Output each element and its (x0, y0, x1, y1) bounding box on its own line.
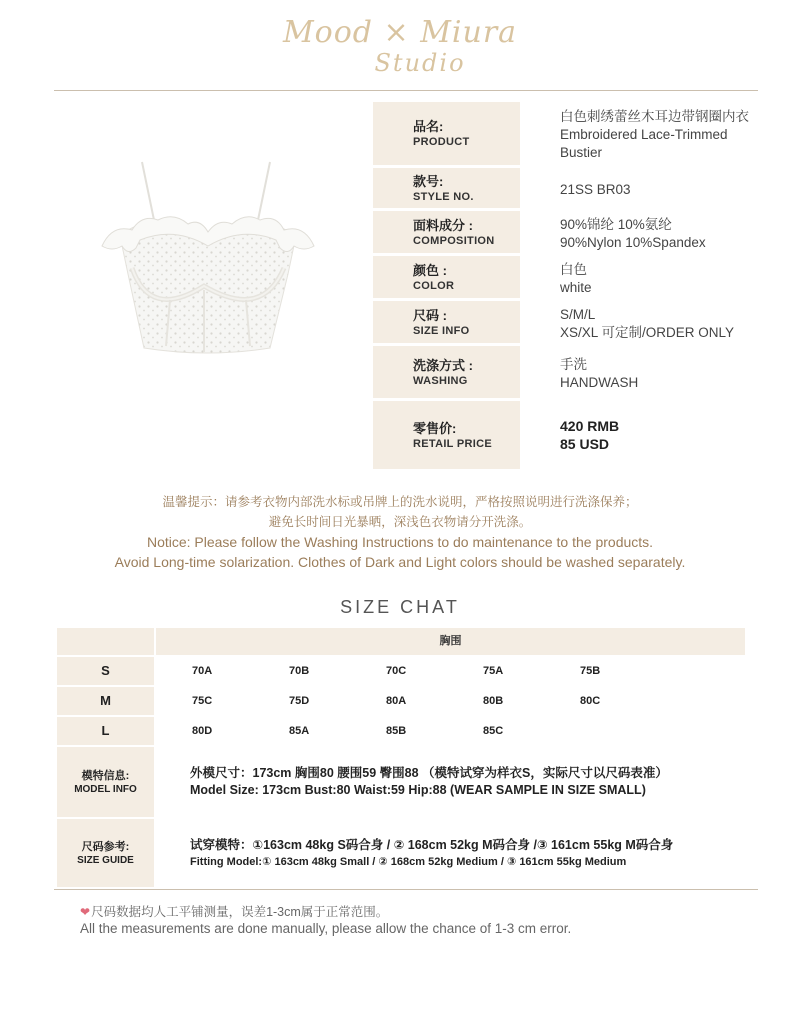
size-guide-body (156, 819, 745, 887)
spec-label-en: WASHING (413, 374, 468, 387)
spec-label (373, 346, 520, 401)
spec-label-zh: 洗涤方式 : (413, 357, 473, 373)
spec-label-zh: 颜色 : (413, 262, 447, 278)
size-cell: 80A (386, 695, 407, 707)
model-info-label-zh: 模特信息: (81, 769, 130, 782)
model-info-body (156, 747, 745, 817)
spec-label (373, 256, 520, 301)
spec-label-zh: 尺码 : (413, 307, 447, 323)
spec-value-line: 白色刺绣蕾丝木耳边带钢圈内衣 (560, 109, 749, 124)
size-cell: 80C (580, 695, 601, 707)
spec-label-en: COLOR (413, 279, 455, 292)
spec-value-line: HANDWASH (560, 374, 639, 390)
spec-value-line: 白色 (560, 261, 587, 277)
size-cell: 75A (483, 665, 504, 677)
footnote-zh-line (80, 904, 571, 920)
size-cell: 70C (386, 665, 407, 677)
spec-row-color (373, 256, 749, 301)
spec-value (520, 168, 749, 211)
brand-line-2: Studio (374, 49, 466, 77)
model-info-zh: 外模尺寸：173cm 胸围80 腰围59 臀围88 （模特试穿为样衣S，实际尺寸以尺码表准） (190, 766, 668, 780)
spec-value-line: S/M/L (560, 306, 596, 322)
spec-row-product (373, 102, 749, 168)
spec-row-composition (373, 211, 749, 256)
size-cell: 80B (483, 695, 504, 707)
spec-label (373, 168, 520, 211)
spec-value-line: 手洗 (560, 356, 587, 372)
size-guide-en: Fitting Model:① 163cm 48kg Small / ② 168cm 52kg Medium / ③ 161cm 55kg Medium (190, 855, 627, 868)
spec-row-retail-price (373, 401, 749, 469)
size-cell: 70B (289, 665, 310, 677)
model-info-label (57, 747, 154, 817)
bust-header: 胸围 (156, 628, 745, 655)
spec-value-line: 21SS BR03 (560, 181, 631, 197)
size-guide-row (57, 819, 745, 887)
spec-row-style-no (373, 168, 749, 211)
size-cell: 75B (580, 665, 601, 677)
spec-value (520, 301, 749, 346)
spec-row-washing (373, 346, 749, 401)
model-info-row (57, 747, 745, 817)
spec-label (373, 102, 520, 168)
size-cell: 70A (192, 665, 213, 677)
spec-value (520, 401, 749, 469)
brand-line-1: Mood × Miura (282, 15, 518, 50)
spec-label (373, 211, 520, 256)
spec-value (520, 102, 749, 168)
model-info-label-en: MODEL INFO (74, 783, 137, 795)
spec-label-zh: 面料成分 : (413, 217, 473, 233)
spec-label-zh: 款号: (413, 173, 444, 189)
size-cell: 85B (386, 725, 407, 737)
size-chart-table (57, 628, 745, 887)
table-row (57, 657, 745, 685)
spec-value-line: 90%锦纶 10%氨纶 (560, 216, 672, 232)
size-guide-label-zh: 尺码参考: (81, 840, 130, 853)
price-rmb: 420 RMB (560, 418, 620, 434)
size-cell: 80D (192, 725, 213, 737)
spec-value (520, 256, 749, 301)
footnote-zh: 尺码数据均人工平铺测量，误差1-3cm属于正常范围。 (91, 905, 389, 919)
spec-label-en: COMPOSITION (413, 234, 495, 247)
footnote-en: All the measurements are done manually, please allow the chance of 1-3 cm error. (80, 921, 572, 936)
size-guide-label (57, 819, 154, 887)
size-cell: 75C (192, 695, 213, 707)
measurement-footnote (80, 904, 571, 938)
size-chart-corner (57, 628, 154, 655)
size-label: S (57, 657, 154, 685)
spec-label-en: PRODUCT (413, 136, 470, 148)
size-label: L (57, 717, 154, 745)
spec-label (373, 401, 520, 469)
model-info-en: Model Size: 173cm Bust:80 Waist:59 Hip:88 (WEAR SAMPLE IN SIZE SMALL) (190, 783, 646, 797)
size-cell: 75D (289, 695, 310, 707)
spec-value-line: white (560, 279, 592, 295)
spec-label-en: RETAIL PRICE (413, 437, 492, 450)
size-label: M (57, 687, 154, 715)
notice-zh-line-1: 温馨提示：请参考衣物内部洗水标或吊牌上的洗水说明，严格按照说明进行洗涤保养； (162, 495, 638, 509)
washing-notice (0, 492, 800, 572)
table-row (57, 687, 745, 715)
spec-value (520, 346, 749, 401)
price-usd: 85 USD (560, 436, 610, 452)
spec-value-line: Bustier (560, 145, 603, 160)
notice-en-line-1: Notice: Please follow the Washing Instructions to do maintenance to the products. (146, 534, 654, 550)
bottom-divider (54, 889, 758, 890)
size-cell: 85A (289, 725, 310, 737)
spec-label-zh: 零售价: (413, 420, 457, 436)
spec-label-en: STYLE NO. (413, 190, 474, 203)
size-cell: 85C (483, 725, 504, 737)
spec-value (520, 211, 749, 256)
spec-label (373, 301, 520, 346)
spec-label-en: SIZE INFO (413, 324, 470, 337)
size-chart-header (57, 628, 745, 655)
product-spec-table (373, 102, 749, 469)
spec-row-size-info (373, 301, 749, 346)
notice-en-line-2: Avoid Long-time solarization. Clothes of Dark and Light colors should be washed separately. (114, 554, 686, 570)
table-row (57, 717, 745, 745)
spec-value-line: Embroidered Lace-Trimmed (560, 127, 728, 142)
brand-logo (0, 14, 800, 78)
spec-value-line: 90%Nylon 10%Spandex (560, 234, 706, 250)
size-guide-zh: 试穿模特：①163cm 48kg S码合身 / ② 168cm 52kg M码合身 /③ 161cm 55kg M码合身 (190, 837, 674, 852)
heart-icon: ❤ (80, 905, 91, 919)
size-chart-title: SIZE CHAT (340, 597, 460, 617)
top-divider (54, 90, 758, 91)
spec-value-line: XS/XL 可定制/ORDER ONLY (560, 324, 735, 340)
product-image (92, 160, 324, 370)
size-guide-label-en: SIZE GUIDE (77, 854, 134, 866)
spec-label-zh: 品名: (413, 119, 444, 134)
notice-zh-line-2: 避免长时间日光暴晒，深浅色衣物请分开洗涤。 (268, 515, 532, 529)
